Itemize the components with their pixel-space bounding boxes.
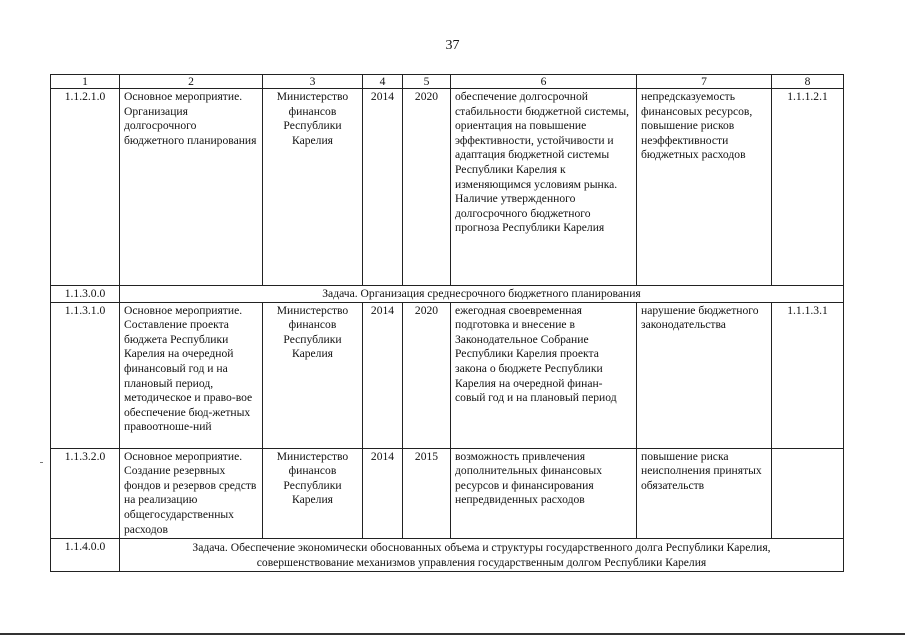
activity-code: 1.1.3.1.0	[51, 302, 120, 448]
column-header: 6	[451, 75, 637, 89]
column-header: 7	[637, 75, 772, 89]
activity-end-year: 2020	[403, 89, 451, 286]
column-header: 3	[263, 75, 363, 89]
task-code: 1.1.3.0.0	[51, 286, 120, 303]
activity-name: Основное мероприятие. Создание резервных фондов и резервов средств на реализацию общегосударственных расходов	[120, 448, 263, 538]
activity-indicator-link: 1.1.1.2.1	[772, 89, 844, 286]
activity-expected-result: обеспечение долгосрочной стабильности бюджетной системы, ориентация на повышение эффективности, устойчивости и адаптация бюджетной системы Республики Карелия к изменяющимся условиям рынка. Наличие утвержденного долгосрочного бюджетного прогноза Республики Карелия	[451, 89, 637, 286]
task-row	[51, 286, 844, 303]
activity-executor: Министерство финансов Республики Карелия	[263, 448, 363, 538]
activity-executor: Министерство финансов Республики Карелия	[263, 302, 363, 448]
program-activities-table	[50, 74, 844, 572]
task-code: 1.1.4.0.0	[51, 538, 120, 571]
task-title	[120, 538, 844, 571]
table-row	[51, 448, 844, 538]
activity-consequences: непредсказуемость финансовых ресурсов, повышение рисков неэффективности бюджетных расходов	[637, 89, 772, 286]
activity-code: 1.1.3.2.0	[51, 448, 120, 538]
activity-start-year: 2014	[363, 448, 403, 538]
activity-end-year: 2020	[403, 302, 451, 448]
column-header: 4	[363, 75, 403, 89]
activity-code: 1.1.2.1.0	[51, 89, 120, 286]
column-header: 8	[772, 75, 844, 89]
scan-artifact	[40, 462, 43, 463]
activity-consequences: нарушение бюджетного законодательства	[637, 302, 772, 448]
header-row	[51, 75, 844, 89]
column-header: 1	[51, 75, 120, 89]
activity-start-year: 2014	[363, 302, 403, 448]
activity-name: Основное мероприятие. Составление проекта бюджета Республики Карелия на очередной финансовый год и на плановый период, методическое и право-вое обеспечение бюд-жетных правоотноше-ний	[120, 302, 263, 448]
activity-consequences: повышение риска неисполнения принятых обязательств	[637, 448, 772, 538]
activity-end-year: 2015	[403, 448, 451, 538]
table-row	[51, 302, 844, 448]
activity-expected-result: возможность привлечения дополнительных финансовых ресурсов и финансирования непредвиденных расходов	[451, 448, 637, 538]
activity-indicator-link	[772, 448, 844, 538]
task-title: Задача. Организация среднесрочного бюджетного планирования	[120, 286, 844, 303]
task-row	[51, 538, 844, 571]
column-header: 5	[403, 75, 451, 89]
activity-name: Основное мероприятие. Организация долгосрочного бюджетного планирования	[120, 89, 263, 286]
column-header: 2	[120, 75, 263, 89]
activity-start-year: 2014	[363, 89, 403, 286]
page-number: 37	[445, 38, 460, 53]
page-bottom-edge	[0, 633, 905, 635]
activity-expected-result: ежегодная своевременная подготовка и внесение в Законодательное Собрание Республики Карелия проекта закона о бюджете Республики Карелия на очередной финан-совый год и на плановый период	[451, 302, 637, 448]
task-title-line: совершенствование механизмов управления государственным долгом Республики Карелия	[256, 555, 707, 569]
activity-executor: Министерство финансов Республики Карелия	[263, 89, 363, 286]
table-row	[51, 89, 844, 286]
task-title-line: Задача. Обеспечение экономически обоснованных объема и структуры государственного долга Республики Карелия,	[192, 540, 771, 554]
activity-indicator-link: 1.1.1.3.1	[772, 302, 844, 448]
